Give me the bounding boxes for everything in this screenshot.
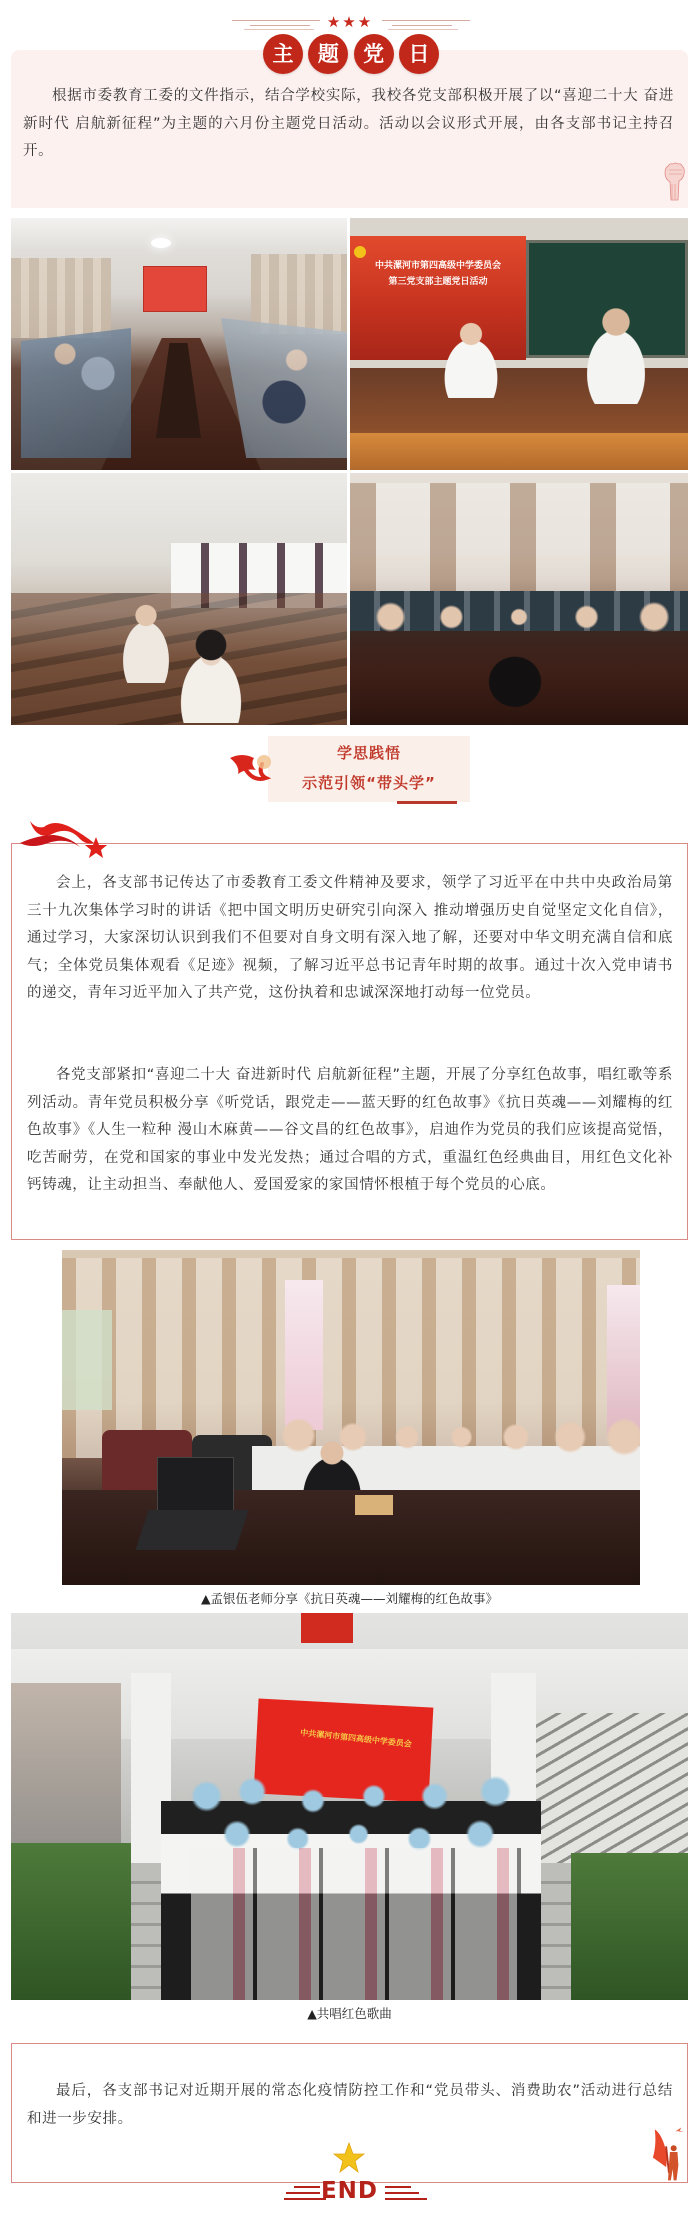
intro-paragraph: 根据市委教育工委的文件指示，结合学校实际，我校各党支部积极开展了以“喜迎二十大 奋进新时代 启航新征程”为主题的六月份主题党日活动。活动以会议形式开展，由各支部书记主持召开。 <box>23 88 674 159</box>
classroom-meeting-photo <box>11 473 347 725</box>
title-char-circle: 党 <box>354 34 394 74</box>
header-stars-icon: ★★★ <box>326 13 374 31</box>
meeting-summary-box <box>11 843 688 1240</box>
title-char-circle: 日 <box>399 34 439 74</box>
screen-title-line2: 第三党支部主题党日活动 <box>388 277 488 287</box>
red-ribbon-star-icon <box>10 813 110 861</box>
end-right-lines <box>385 2184 429 2202</box>
closing-paragraph: 最后，各支部书记对近期开展的常态化疫情防控工作和“党员带头、消费助农”活动进行总结和进一步安排。 <box>27 2083 673 2127</box>
gold-star-icon <box>333 2142 365 2174</box>
meeting-hall-photo <box>350 473 688 725</box>
sharing-photo-caption: ▲孟银伍老师分享《抗日英魂——刘耀梅的红色故事》 <box>200 1591 499 1606</box>
screen-title-line1: 中共漯河市第四高级中学委员会 <box>374 261 501 271</box>
group-photo-caption: ▲共唱红色歌曲 <box>307 2006 392 2021</box>
header-left-lines <box>232 18 320 30</box>
page-title <box>263 34 439 78</box>
presenters-screen-photo <box>350 218 688 470</box>
study-paragraph: 会上，各支部书记传达了市委教育工委文件精神及要求，领学了习近平在中共中央政治局第三十九次集体学习时的讲话《把中国文明历史研究引向深入 推动增强历史自觉坚定文化自信》，通过学习，大家深切认识到我们不但要对自身文明有深入地了解，还要对中华文明充满自信和底气；全体党员集体观看《足迹》视频，了解习近平总书记青年时期的故事。通过十次入党申请书的递交，青年习近平加入了共产党，这份执着和忠诚深深地打动每一位党员。 <box>27 875 673 1001</box>
section-title: 学思践悟 <box>336 744 401 762</box>
raised-fist-icon <box>662 162 686 202</box>
section-subtitle: 示范引领“带头学” <box>302 774 436 792</box>
activities-paragraph: 各党支部紧扣“喜迎二十大 奋进新时代 启航新征程”主题，开展了分享红色故事，唱红歌等系列活动。青年党员积极分享《听党话，跟党走——蓝天野的红色故事》《抗日英魂——刘耀梅的红色故事》《人生一粒种 漫山木麻黄——谷文昌的红色故事》，启迪作为党员的我们应该提高觉悟，吃苦耐劳，在党和国家的事业中发光发热；通过合唱的方式，重温红色经典曲目，用红色文化补钙铸魂，让主动担当、奉献他人、爱国爱家的家国情怀根植于每个党员的心底。 <box>27 1067 673 1193</box>
flag-bearer-icon <box>651 2122 685 2182</box>
end-label: END <box>320 2178 379 2204</box>
party-emblem-icon <box>354 246 366 258</box>
group-singing-photo <box>11 1613 688 2000</box>
header-right-lines <box>382 18 470 30</box>
party-emblem-icon <box>301 1613 353 1643</box>
group-banner-text: 中共漯河市第四高级中学委员会 <box>299 1728 413 1749</box>
photo-grid <box>11 218 688 725</box>
teacher-sharing-photo <box>62 1250 640 1585</box>
title-char-circle: 题 <box>308 34 348 74</box>
title-char-circle: 主 <box>263 34 303 74</box>
section-underline <box>397 801 457 804</box>
conference-room-meeting-photo <box>11 218 347 470</box>
